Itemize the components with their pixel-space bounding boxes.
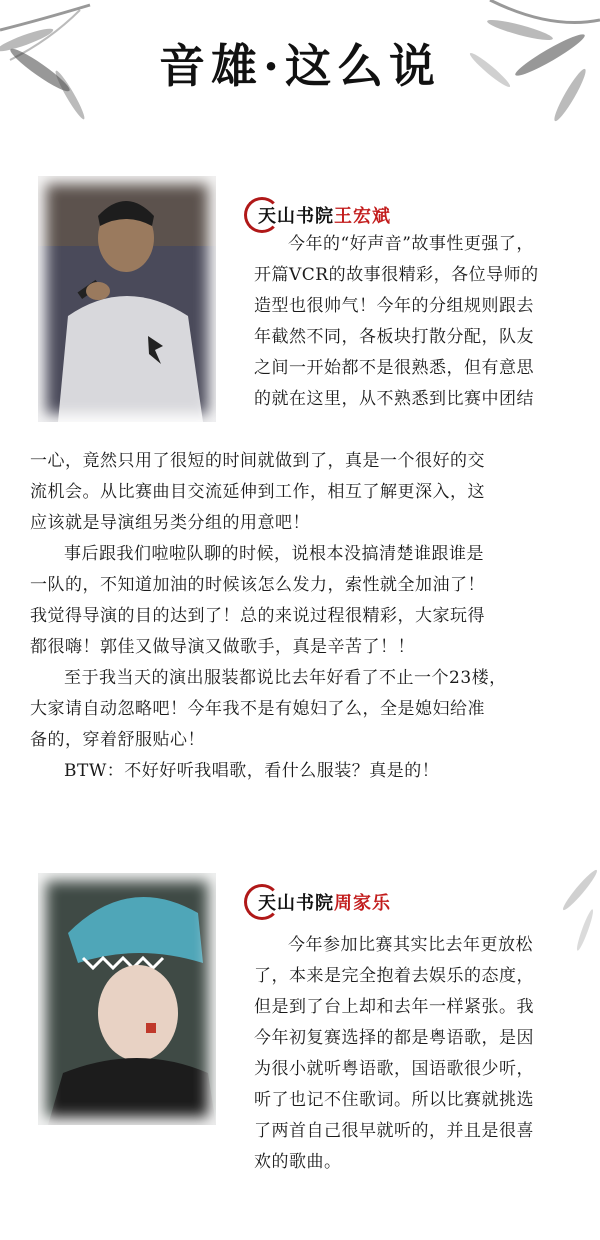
text-line: 事后跟我们啦啦队聊的时候，说根本没搞清楚谁跟谁是 [64,544,484,564]
text-line: 造型也很帅气！今年的分组规则跟去 [254,296,534,316]
text-line: 为很小就听粤语歌，国语歌很少听， [254,1059,534,1079]
singer-photo-illustration [38,176,216,422]
text-line: 但是到了台上却和去年一样紧张。我 [254,997,534,1017]
quote-text-wrap-1 [254,229,576,415]
text-line: 大家请自动忽略吧！今年我不是有媳妇了么，全是媳妇给准 [30,699,485,719]
singer-photo-2 [38,873,216,1125]
person-name: 周家乐 [334,893,391,914]
author-seal-2 [244,884,391,920]
author-seal-1 [244,197,391,233]
person-name: 王宏斌 [334,206,391,227]
text-line: 一队的，不知道加油的时候该怎么发力，索性就全加油了！ [30,575,485,595]
text-line: BTW：不好好听我唱歌，看什么服装？真是的！ [64,761,440,781]
text-line: 欢的歌曲。 [254,1152,342,1172]
text-line: 年截然不同，各板块打散分配，队友 [254,327,534,347]
text-line: 今年初复赛选择的都是粤语歌，是因 [254,1028,534,1048]
quote-text-wrap-2 [254,930,576,1178]
text-line: 今年参加比赛其实比去年更放松 [288,935,533,955]
text-line: 应该就是导演组另类分组的用意吧！ [30,513,310,533]
text-line: 了，本来是完全抱着去娱乐的态度， [254,966,534,986]
text-line: 我觉得导演的目的达到了！总的来说过程很精彩，大家玩得 [30,606,485,626]
text-line: 听了也记不住歌词。所以比赛就挑选 [254,1090,534,1110]
page-title: 音雄·这么说 [158,39,441,93]
text-line: 至于我当天的演出服装都说比去年好看了不止一个23楼， [64,668,507,688]
brand-name: 天山书院 [258,206,334,227]
quote-text-full-1 [30,446,578,787]
singer-photo-illustration [38,873,216,1125]
text-line: 今年的“好声音”故事性更强了， [288,234,534,254]
text-line: 开篇VCR的故事很精彩，各位导师的 [254,265,539,285]
text-line: 备的，穿着舒服贴心！ [30,730,205,750]
text-line: 之间一开始都不是很熟悉，但有意思 [254,358,534,378]
text-line: 的就在这里，从不熟悉到比赛中团结 [254,389,534,409]
brand-name: 天山书院 [258,893,334,914]
text-line: 都很嗨！郭佳又做导演又做歌手，真是辛苦了！！ [30,637,415,657]
text-line: 流机会。从比赛曲目交流延伸到工作，相互了解更深入，这 [30,482,485,502]
text-line: 了两首自己很早就听的，并且是很喜 [254,1121,534,1141]
singer-photo-1 [38,176,216,422]
text-line: 一心，竟然只用了很短的时间就做到了，真是一个很好的交 [30,451,485,471]
